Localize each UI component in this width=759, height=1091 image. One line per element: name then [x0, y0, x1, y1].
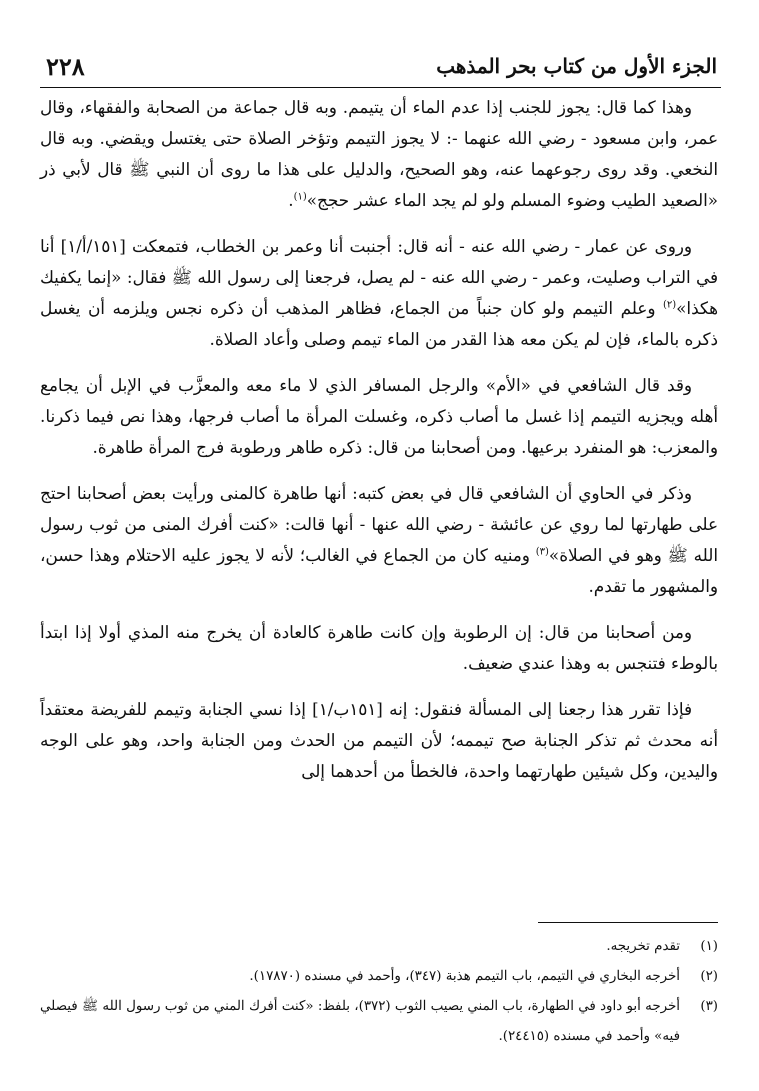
footnote: [40, 992, 718, 1052]
header-divider: [40, 87, 721, 88]
footnote-number: (٣): [700, 999, 718, 1014]
footnotes: [40, 932, 718, 1052]
page-header: [40, 52, 717, 86]
footnote-text: أخرجه أبو داود في الطهارة، باب المني يصيب الثوب (٣٧٢)، بلفظ: «كنت أفرك المني من ثوب رسول الله ﷺ فيصلي فيه» وأحمد في مسنده (٢٤٤١٥).: [40, 999, 680, 1044]
footnote-text: أخرجه البخاري في التيمم، باب التيمم هذبة (٣٤٧)، وأحمد في مسنده (١٧٨٧٠).: [249, 969, 680, 984]
footnote-text: تقدم تخريجه.: [606, 939, 680, 954]
paragraph: وهذا كما قال: يجوز للجنب إذا عدم الماء أن يتيمم. وبه قال جماعة من الصحابة والفقهاء، وقال عمر، وابن مسعود - رضي الله عنهما -: لا يجوز التيمم وتؤخر الصلاة حتى يغتسل ويقضي. وبه قال النخعي. وقد روى رجوعهما عنه، وهو الصحيح، والدليل على هذا ما روى أن النبي ﷺ قال لأبي ذر «الصعيد الطيب وضوء المسلم ولو لم يجد الماء عشر حجج»$^{(١)}$.: [40, 97, 718, 210]
main-text: [40, 92, 718, 887]
footnote-number: (٢): [700, 969, 718, 984]
running-title: الجزء الأول من كتاب بحر المذهب: [436, 54, 717, 78]
paragraph: فإذا تقرر هذا رجعنا إلى المسألة فنقول: إنه [١٥١ب/١] إذا نسي الجنابة وتيمم للفريضة معتقداً أنه محدث ثم تذكر الجنابة صح تيممه؛ لأن التيمم من الحدث ومن الجنابة واحد، وهو على الوجه واليدين، وكل شيئين طهارتهما واحدة، فالخطأ من أحدهما إلى: [40, 699, 718, 781]
paragraph: وروى عن عمار - رضي الله عنه - أنه قال: أجنبت أنا وعمر بن الخطاب، فتمعكت [١٥١/أ/١] أنا في التراب وصليت، وعمر - رضي الله عنه - لم يصل، فرجعنا إلى رسول الله ﷺ فقال: «إنما يكفيك هكذا»$^{(٢)}$ وعلم التيمم ولو كان جنباً من الجماع، فظاهر المذهب أن ذكره نجس ويلزمه أن يغسل ذكره بالماء، فإن لم يكن معه هذا القدر من الماء تيمم وصلى وأعاد الصلاة.: [40, 236, 718, 349]
footnote-reference: (١): [293, 191, 307, 203]
paragraph: وذكر في الحاوي أن الشافعي قال في بعض كتبه: أنها طاهرة كالمنى ورأيت بعض أصحابنا احتج على طهارتها لما روي عن عائشة - رضي الله عنها - أنها قالت: «كنت أفرك المنى من ثوب رسول الله ﷺ وهو في الصلاة»$^{(٣)}$ ومنيه كان من الجماع في الغالب؛ لأنه لا يجوز عليه الاحتلام وهذا حسن، والمشهور ما تقدم.: [40, 483, 719, 596]
footnote-reference: (٢): [662, 299, 677, 311]
page-number: ٢٢٨: [46, 52, 85, 81]
footnote: [40, 932, 718, 962]
footnote-number: (١): [700, 939, 718, 954]
footnote-reference: (٣): [535, 546, 549, 558]
footnote-divider: [538, 922, 718, 923]
paragraph: وقد قال الشافعي في «الأم» والرجل المسافر الذي لا ماء معه والمعزَّب في الإبل أن يجامع أهله ويجزيه التيمم إذا غسل ما أصاب ذكره، وغسلت المرأة ما أصاب فرجها، وهذا نص فيما ذكرنا. والمعزب: هو المنفرد برعيها. ومن أصحابنا من قال: ذكره طاهر ورطوبة فرج المرأة طاهرة.: [40, 375, 718, 457]
paragraph: ومن أصحابنا من قال: إن الرطوبة وإن كانت طاهرة كالعادة أن يخرج منه المذي أولا إذا ابتدأ بالوطء فتنجس به وهذا عندي ضعيف.: [40, 622, 718, 673]
footnote: [40, 962, 718, 992]
